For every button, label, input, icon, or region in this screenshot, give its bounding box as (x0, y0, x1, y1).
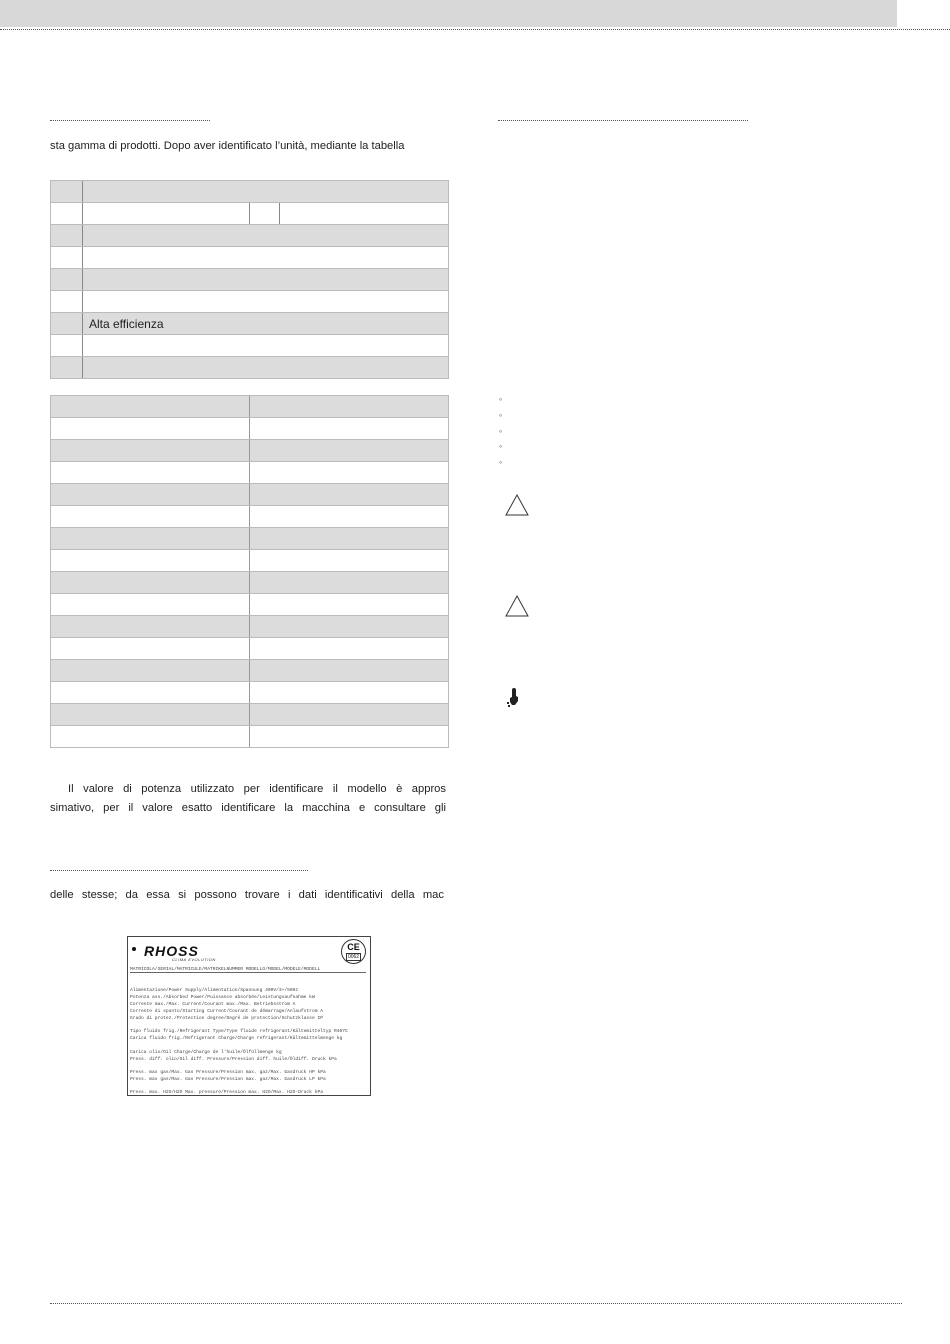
table-row (51, 550, 448, 572)
plate-line: Potenza ass./Absorbed Power/Puissance absorbée/Leistungsaufnahme kW (130, 995, 315, 1000)
plate-line: Carica olio/Oil Charge/Charge de l'huile/Ölfüllmenge kg (130, 1050, 282, 1055)
header-bar (0, 0, 897, 27)
hand-pointer-icon (505, 686, 523, 708)
table-row (51, 660, 448, 682)
table-row (51, 247, 448, 269)
high-efficiency-label: Alta efficienza (89, 317, 164, 331)
ce-mark-icon: CE 0062 (341, 939, 366, 964)
footer-rule (50, 1303, 902, 1304)
model-spec-table (50, 395, 449, 748)
table-row (51, 335, 448, 357)
bullet-marker: ◦ (499, 394, 503, 404)
table-row-high-efficiency (51, 313, 448, 335)
table-row (51, 418, 448, 440)
bullet-marker: ◦ (499, 457, 503, 467)
rhoss-logo: RHOSS (144, 943, 199, 959)
table-row (51, 616, 448, 638)
table-row (51, 462, 448, 484)
table-row (51, 704, 448, 726)
plate-line: Tipo fluido frig./Refrigerant Type/Type fluide refrigerant/Kältemitteltyp R407C (130, 1029, 348, 1034)
plate-line: Corrente di spunto/Starting Current/Courant de démarrage/Anlaufstrom A (130, 1009, 323, 1014)
plate-dot (132, 947, 136, 951)
table-row (51, 484, 448, 506)
table-row (51, 638, 448, 660)
section-rule-left-2 (50, 870, 308, 871)
power-note-line-1: Il valore di potenza utilizzato per identificare il modello è appros (68, 783, 446, 795)
table-row (51, 506, 448, 528)
rating-nameplate (127, 936, 371, 1096)
plate-header: MATRICOLA/SERIAL/MATRICULE/MATRIKELNUMMER MODELLO/MODEL/MODELE/MODELL (130, 967, 366, 973)
table-row (51, 682, 448, 704)
table-row (51, 269, 448, 291)
plate-line: Carica fluido frig./Refrigerant Charge/Charge refrigerant/Kältemittelmenge kg (130, 1036, 343, 1041)
plate-intro-text: delle stesse; da essa si possono trovare i dati identificativi della mac (50, 889, 444, 901)
table-row (51, 291, 448, 313)
warning-triangle-icon (505, 493, 529, 517)
section-rule-left-1 (50, 120, 210, 121)
table-row (51, 528, 448, 550)
bullet-marker: ◦ (499, 441, 503, 451)
bullet-marker: ◦ (499, 426, 503, 436)
table-row (51, 203, 448, 225)
power-note-line-2: simativo, per il valore esatto identificare la macchina e consultare gli (50, 802, 446, 814)
plate-line: Press. diff. olio/Oil diff. Pressure/Pression diff. huile/Öldiff. Druck kPa (130, 1057, 337, 1062)
plate-line: Press. max gas/Max. Gas Pressure/Pression max. gaz/Max. Gasdruck LP kPa (130, 1077, 326, 1082)
warning-triangle-icon (505, 594, 529, 618)
table-row (51, 181, 448, 203)
bullet-marker: ◦ (499, 410, 503, 420)
table-row (51, 225, 448, 247)
table-row (51, 396, 448, 418)
plate-line: Corrente max./Max. Current/Courant max./Max. Betriebsstrom A (130, 1002, 296, 1007)
table-row (51, 572, 448, 594)
section-rule-right-1 (498, 120, 748, 121)
plate-line: Alimentazione/Power Supply/Alimentation/Spannung 400V/3+/50Hz (130, 988, 299, 993)
table-row (51, 440, 448, 462)
model-code-table (50, 180, 449, 379)
plate-line: Press. max. H2O/H2O Max. pressure/Pression max. H2O/Max. H2O-Druck kPa (130, 1090, 323, 1095)
intro-text: sta gamma di prodotti. Dopo aver identificato l’unità, mediante la tabella (50, 140, 405, 152)
table-row (51, 357, 448, 379)
rhoss-tagline: CLIMA EVOLUTION (172, 957, 216, 962)
plate-line: Grado di protez./Protection degree/Degré de protection/Schutzklasse IP (130, 1016, 323, 1021)
plate-line: Press. max gas/Max. Gas Pressure/Pression max. gaz/Max. Gasdruck HP kPa (130, 1070, 326, 1075)
table-row (51, 726, 448, 748)
header-rule (0, 29, 950, 30)
table-row (51, 594, 448, 616)
